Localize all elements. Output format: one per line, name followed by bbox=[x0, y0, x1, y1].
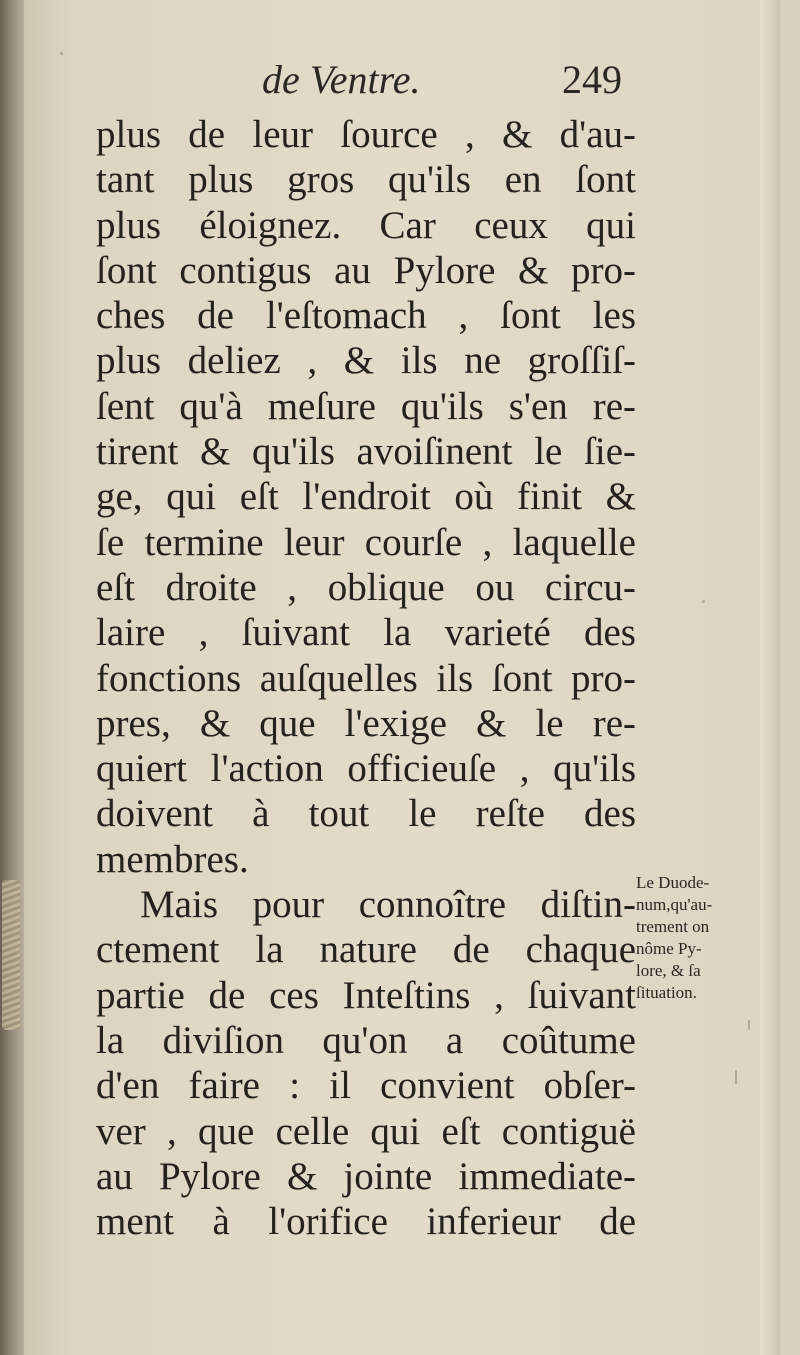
margin-note-line: nôme Py- bbox=[636, 939, 702, 958]
text-line: tirent & qu'ils avoiſinent le ſie- bbox=[96, 430, 636, 474]
text-line: pres, & que l'exige & le re- bbox=[96, 701, 636, 745]
text-line: d'en faire : il convient obſer- bbox=[96, 1064, 636, 1108]
text-line: ches de l'eſtomach , ſont les bbox=[96, 294, 636, 338]
margin-note-line: Le Duode- bbox=[636, 873, 710, 892]
text-line: quiert l'action officieuſe , qu'ils bbox=[96, 747, 636, 791]
text-line: laire , ſuivant la varieté des bbox=[96, 611, 636, 655]
margin-note bbox=[636, 872, 766, 1004]
paper-speck bbox=[60, 52, 63, 55]
paper-speck bbox=[748, 1020, 750, 1030]
text-line: ver , que celle qui eſt contiguë bbox=[96, 1109, 636, 1153]
paragraph-start-line: Mais pour connoître diſtin- bbox=[140, 883, 636, 927]
paper-speck bbox=[735, 1070, 737, 1084]
page-number: 249 bbox=[562, 57, 622, 102]
text-line: la diviſion qu'on a coûtume bbox=[96, 1018, 636, 1062]
text-line: tant plus gros qu'ils en ſont bbox=[96, 158, 636, 202]
text-line: doivent à tout le reſte des bbox=[96, 792, 636, 836]
margin-note-line: num,qu'au- bbox=[636, 895, 713, 914]
text-line: membres. bbox=[96, 837, 249, 881]
book-spine-gutter bbox=[0, 0, 24, 1355]
page-header bbox=[262, 56, 662, 106]
text-line: partie de ces Inteſtins , ſuivant bbox=[96, 973, 636, 1017]
page-edge bbox=[760, 0, 780, 1355]
paper-speck bbox=[702, 600, 705, 603]
text-line: ſent qu'à meſure qu'ils s'en re- bbox=[96, 384, 636, 428]
binding-thread bbox=[2, 880, 20, 1030]
text-line: plus de leur ſource , & d'au- bbox=[96, 113, 636, 156]
text-line: plus éloignez. Car ceux qui bbox=[96, 203, 636, 247]
text-line: plus deliez , & ils ne groſſiſ- bbox=[96, 339, 636, 383]
margin-note-line: trement on bbox=[636, 917, 710, 936]
margin-note-line: lore, & ſa bbox=[636, 961, 701, 980]
text-line: ſont contigus au Pylore & pro- bbox=[96, 248, 636, 292]
text-line: ment à l'orifice inferieur de bbox=[96, 1200, 636, 1244]
running-title: de Ventre. bbox=[262, 57, 421, 102]
text-line: fonctions auſquelles ils ſont pro- bbox=[96, 656, 636, 700]
text-line: au Pylore & jointe immediate- bbox=[96, 1154, 636, 1198]
text-line: ctement la nature de chaque bbox=[96, 928, 636, 972]
margin-note-line: ſituation. bbox=[636, 983, 697, 1002]
text-line: eſt droite , oblique ou circu- bbox=[96, 565, 636, 609]
text-line: ſe termine leur courſe , laquelle bbox=[96, 520, 636, 564]
body-text bbox=[96, 112, 636, 1244]
text-line: ge, qui eſt l'endroit où finit & bbox=[96, 475, 636, 519]
